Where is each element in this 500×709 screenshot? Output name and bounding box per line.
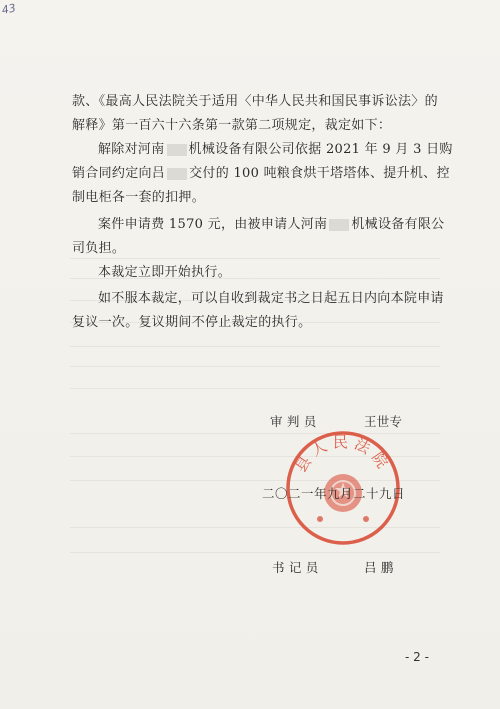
body-line-4 — [72, 166, 450, 182]
redaction — [167, 144, 187, 156]
seal-arc-text: 县人民法院 — [291, 433, 395, 476]
body-line-6-part-a: 案件申请费 1570 元，由被申请人河南 — [98, 217, 328, 232]
body-line-3 — [98, 142, 453, 158]
body-line-10: 复议一次。复议期间不停止裁定的执行。 — [72, 315, 312, 330]
judge-title: 审 判 员 — [270, 414, 317, 429]
redaction — [329, 219, 349, 231]
clerk-title: 书 记 员 — [272, 560, 319, 575]
redaction — [167, 168, 187, 180]
body-line-3-part-b: 机械设备有限公司依据 2021 年 9 月 3 日购 — [188, 142, 453, 157]
body-line-6-part-b: 机械设备有限公 — [351, 217, 445, 232]
body-line-9: 如不服本裁定，可以自收到裁定书之日起五日内向本院申请 — [98, 291, 444, 306]
body-line-3-part-a: 解除对河南 — [98, 142, 165, 157]
body-line-8: 本裁定立即开始执行。 — [98, 265, 232, 280]
judge-name: 王世专 — [364, 414, 403, 429]
ruling-date: 二〇二一年九月二十九日 — [262, 486, 406, 501]
body-line-1: 款、《最高人民法院关于适用〈中华人民共和国民事诉讼法〉的 — [72, 94, 438, 109]
clerk-name: 吕 鹏 — [364, 560, 394, 575]
body-line-4-part-a: 销合同约定向吕 — [72, 166, 166, 181]
body-line-6 — [98, 217, 444, 233]
body-line-4-part-b: 交付的 100 吨粮食烘干塔塔体、提升机、控 — [189, 166, 450, 181]
body-line-7: 司负担。 — [72, 241, 126, 256]
svg-text:县人民法院 — [292, 433, 394, 476]
body-line-5: 制电柜各一套的扣押。 — [72, 190, 206, 205]
handwritten-page-mark: 43 — [0, 1, 17, 17]
body-line-2: 解释》第一百六十六条第一款第二项规定，裁定如下： — [72, 118, 392, 133]
page-number: - 2 - — [405, 650, 429, 664]
